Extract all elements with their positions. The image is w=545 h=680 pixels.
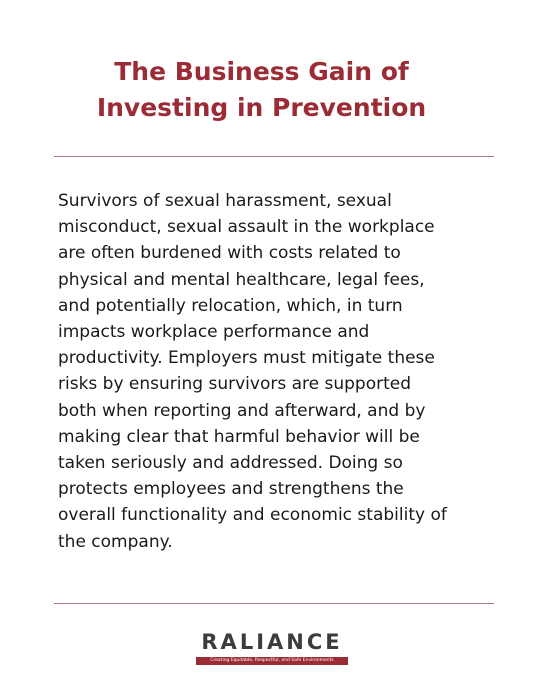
page-title-line-1: The Business Gain of — [114, 57, 409, 86]
body-line: productivity. Employers must mitigate these — [58, 348, 435, 369]
bottom-divider — [54, 603, 494, 604]
body-line: taken seriously and addressed. Doing so — [58, 453, 403, 474]
body-line: risks by ensuring survivors are supported — [58, 374, 412, 395]
body-line: making clear that harmful behavior will be — [58, 426, 420, 447]
body-line: both when reporting and afterward, and by — [58, 400, 426, 421]
body-paragraph — [58, 188, 498, 555]
body-line: protects employees and strengthens the — [58, 479, 404, 500]
top-divider — [54, 156, 494, 157]
logo-wordmark: RALIANCE — [201, 630, 343, 654]
page-title-line-2: Investing in Prevention — [96, 93, 427, 122]
body-line: overall functionality and economic stability of — [58, 505, 447, 526]
body-line: are often burdened with costs related to — [58, 243, 401, 264]
body-line: and potentially relocation, which, in turn — [58, 295, 403, 316]
body-line: impacts workplace performance and — [58, 322, 370, 343]
raliance-logo — [196, 630, 348, 665]
logo-tagline: Creating Equitable, Respectful, and Safe Environments — [196, 657, 348, 665]
body-line: Survivors of sexual harassment, sexual — [58, 191, 392, 211]
body-line: misconduct, sexual assault in the workplace — [58, 217, 435, 238]
body-line: the company. — [58, 531, 173, 552]
body-line: physical and mental healthcare, legal fees, — [58, 269, 425, 290]
page-title — [40, 54, 483, 126]
